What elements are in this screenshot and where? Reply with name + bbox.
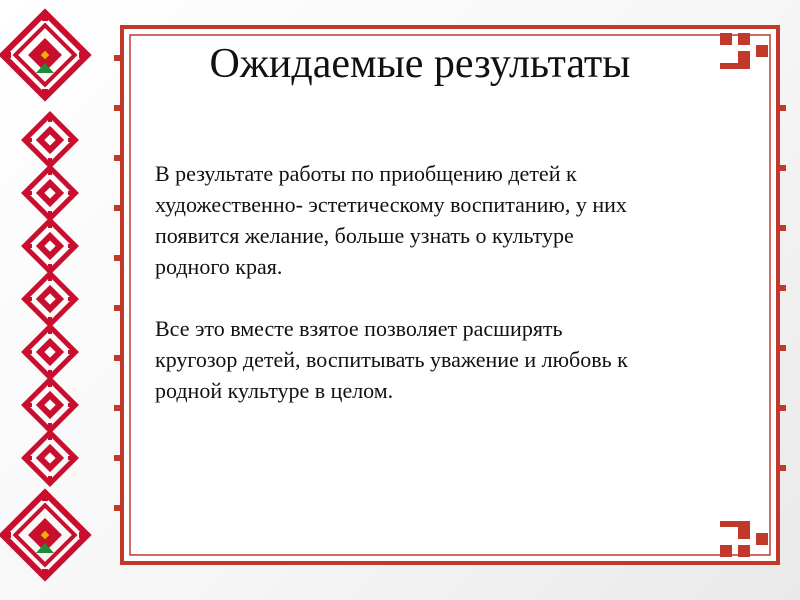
paragraph: В результате работы по приобщению детей к художественно- эстетическому воспитанию, у них появится желание, больше узнать о культуре родного края. xyxy=(155,161,627,279)
folk-embroidery-icon xyxy=(24,167,76,219)
slide-body xyxy=(155,158,755,437)
slide-title: Ожидаемые результаты xyxy=(209,41,631,87)
folk-embroidery-icon xyxy=(24,114,76,166)
folk-embroidery-icon xyxy=(1,491,89,579)
folk-embroidery-icon xyxy=(24,220,76,272)
folk-embroidery-icon xyxy=(1,11,89,99)
folk-embroidery-icon xyxy=(24,273,76,325)
folk-embroidery-icon xyxy=(24,326,76,378)
ornament-strip xyxy=(0,0,100,600)
folk-embroidery-icon xyxy=(24,379,76,431)
folk-embroidery-icon xyxy=(24,432,76,484)
paragraph: Все это вместе взятое позволяет расширять кругозор детей, воспитывать уважение и любовь к родной культуре в целом. xyxy=(155,316,628,403)
